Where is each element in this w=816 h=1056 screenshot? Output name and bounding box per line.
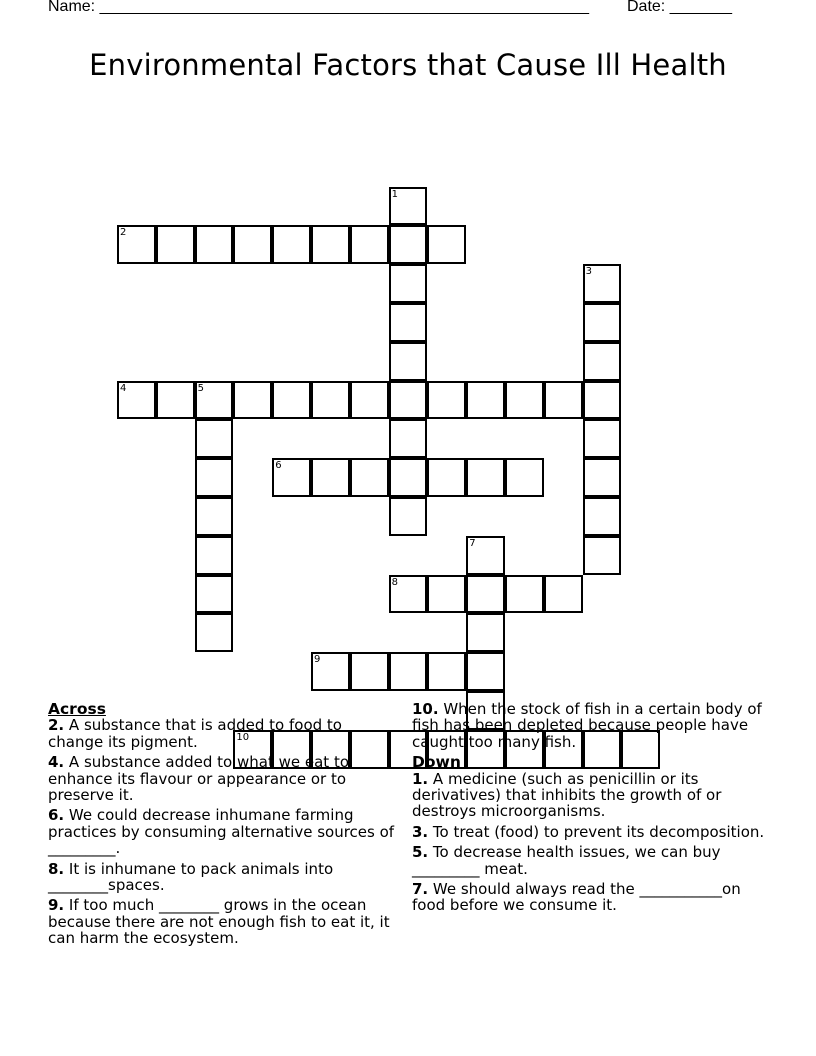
crossword-cell[interactable] bbox=[427, 458, 466, 497]
crossword-cell[interactable] bbox=[583, 264, 622, 303]
crossword-cell[interactable] bbox=[350, 381, 389, 420]
across-clue-list-continued bbox=[412, 701, 772, 750]
clue-item bbox=[48, 861, 398, 894]
crossword-cell[interactable] bbox=[195, 458, 234, 497]
crossword-cell[interactable] bbox=[466, 575, 505, 614]
clue-number-label: 1. bbox=[412, 769, 429, 788]
clue-text: To treat (food) to prevent its decomposition. bbox=[428, 822, 765, 841]
crossword-cell[interactable] bbox=[583, 458, 622, 497]
crossword-cell[interactable] bbox=[311, 458, 350, 497]
clue-text: It is inhumane to pack animals into ________spaces. bbox=[48, 859, 334, 895]
clue-number-label: 3. bbox=[412, 822, 429, 841]
crossword-cell[interactable] bbox=[311, 381, 350, 420]
crossword-cell[interactable] bbox=[195, 536, 234, 575]
crossword-cell[interactable] bbox=[427, 652, 466, 691]
crossword-cell[interactable] bbox=[350, 458, 389, 497]
crossword-cell[interactable] bbox=[583, 419, 622, 458]
crossword-cell[interactable] bbox=[466, 458, 505, 497]
crossword-cell[interactable] bbox=[195, 381, 234, 420]
clue-number-label: 6. bbox=[48, 806, 65, 825]
clue-text: We could decrease inhumane farming practices by consuming alternative sources of _________. bbox=[48, 806, 395, 858]
crossword-cell[interactable] bbox=[389, 497, 428, 536]
crossword-cell[interactable] bbox=[466, 536, 505, 575]
crossword-cell[interactable] bbox=[583, 342, 622, 381]
clue-number-label: 5. bbox=[412, 843, 429, 862]
name-field[interactable]: Name: _______________________________________________________ bbox=[48, 0, 589, 15]
page-title: Environmental Factors that Cause Ill Health bbox=[89, 48, 727, 82]
crossword-cell[interactable] bbox=[272, 458, 311, 497]
crossword-cell[interactable] bbox=[233, 225, 272, 264]
clue-text: A medicine (such as penicillin or its derivatives) that inhibits the growth of or destroys microorganisms. bbox=[412, 769, 722, 821]
crossword-cell[interactable] bbox=[117, 225, 156, 264]
clue-number-label: 4. bbox=[48, 753, 65, 772]
clue-number-label: 2. bbox=[48, 716, 65, 735]
clue-item bbox=[412, 771, 772, 820]
crossword-cell[interactable] bbox=[583, 303, 622, 342]
clue-item bbox=[412, 881, 772, 914]
crossword-cell[interactable] bbox=[505, 381, 544, 420]
crossword-cell[interactable] bbox=[389, 187, 428, 226]
down-clue-list bbox=[412, 771, 772, 914]
crossword-cell[interactable] bbox=[389, 419, 428, 458]
crossword-cell[interactable] bbox=[427, 575, 466, 614]
crossword-cell[interactable] bbox=[350, 652, 389, 691]
clues-column-right bbox=[412, 701, 772, 918]
crossword-cell[interactable] bbox=[117, 381, 156, 420]
clue-item bbox=[48, 807, 398, 856]
clue-number: 3 bbox=[585, 266, 592, 278]
clue-item bbox=[412, 824, 772, 840]
clue-number: 4 bbox=[120, 382, 127, 394]
crossword-cell[interactable] bbox=[389, 264, 428, 303]
clue-item bbox=[48, 897, 398, 946]
date-field[interactable]: Date: _______ bbox=[627, 0, 732, 15]
clue-number-label: 9. bbox=[48, 896, 65, 915]
clue-item bbox=[48, 717, 398, 750]
clue-text: A substance added to what we eat to enhance its flavour or appearance or to preserve it. bbox=[48, 753, 350, 805]
crossword-cell[interactable] bbox=[195, 575, 234, 614]
crossword-cell[interactable] bbox=[466, 613, 505, 652]
crossword-cell[interactable] bbox=[350, 225, 389, 264]
across-clue-list bbox=[48, 717, 398, 946]
clue-text: A substance that is added to food to change its pigment. bbox=[48, 716, 342, 751]
crossword-cell[interactable] bbox=[195, 225, 234, 264]
crossword-cell[interactable] bbox=[466, 652, 505, 691]
clue-number: 10 bbox=[236, 731, 250, 743]
clue-text: If too much ________ grows in the ocean because there are not enough fish to eat it, it can harm the ecosystem. bbox=[48, 896, 390, 948]
crossword-cell[interactable] bbox=[195, 613, 234, 652]
crossword-cell[interactable] bbox=[583, 536, 622, 575]
clue-text: When the stock of fish in a certain body of fish has been depleted because people have caught too many fish. bbox=[412, 700, 762, 751]
crossword-cell[interactable] bbox=[389, 225, 428, 264]
crossword-cell[interactable] bbox=[272, 225, 311, 264]
crossword-cell[interactable] bbox=[544, 381, 583, 420]
clue-number-label: 8. bbox=[48, 859, 65, 878]
crossword-cell[interactable] bbox=[156, 381, 195, 420]
clue-text: To decrease health issues, we can buy _________ meat. bbox=[412, 843, 721, 878]
across-heading: Across bbox=[48, 700, 106, 718]
crossword-cell[interactable] bbox=[505, 458, 544, 497]
clue-number: 1 bbox=[391, 188, 398, 200]
crossword-cell[interactable] bbox=[195, 497, 234, 536]
crossword-cell[interactable] bbox=[505, 575, 544, 614]
clue-number: 5 bbox=[197, 382, 204, 394]
crossword-cell[interactable] bbox=[389, 575, 428, 614]
crossword-cell[interactable] bbox=[389, 458, 428, 497]
crossword-cell[interactable] bbox=[544, 575, 583, 614]
clue-number: 6 bbox=[275, 460, 282, 472]
clue-item bbox=[48, 754, 398, 803]
crossword-cell[interactable] bbox=[466, 381, 505, 420]
crossword-cell[interactable] bbox=[156, 225, 195, 264]
clue-text: We should always read the ___________on food before we consume it. bbox=[412, 880, 741, 915]
crossword-cell[interactable] bbox=[583, 381, 622, 420]
crossword-cell[interactable] bbox=[583, 497, 622, 536]
clue-number: 8 bbox=[391, 576, 398, 588]
crossword-cell[interactable] bbox=[427, 225, 466, 264]
clue-number: 7 bbox=[469, 537, 476, 549]
crossword-cell[interactable] bbox=[272, 381, 311, 420]
crossword-cell[interactable] bbox=[389, 303, 428, 342]
down-heading: Down bbox=[412, 753, 461, 772]
crossword-cell[interactable] bbox=[389, 381, 428, 420]
clue-number-label: 10. bbox=[412, 700, 439, 718]
crossword-cell[interactable] bbox=[311, 652, 350, 691]
clue-item bbox=[412, 844, 772, 877]
crossword-cell[interactable] bbox=[311, 225, 350, 264]
clues-column-left bbox=[48, 701, 398, 951]
clue-number: 9 bbox=[314, 654, 321, 666]
crossword-cell[interactable] bbox=[195, 419, 234, 458]
clue-item bbox=[412, 701, 772, 750]
crossword-cell[interactable] bbox=[389, 652, 428, 691]
crossword-cell[interactable] bbox=[233, 381, 272, 420]
clue-number-label: 7. bbox=[412, 880, 429, 899]
crossword-cell[interactable] bbox=[389, 342, 428, 381]
crossword-cell[interactable] bbox=[427, 381, 466, 420]
clue-number: 2 bbox=[120, 227, 127, 239]
